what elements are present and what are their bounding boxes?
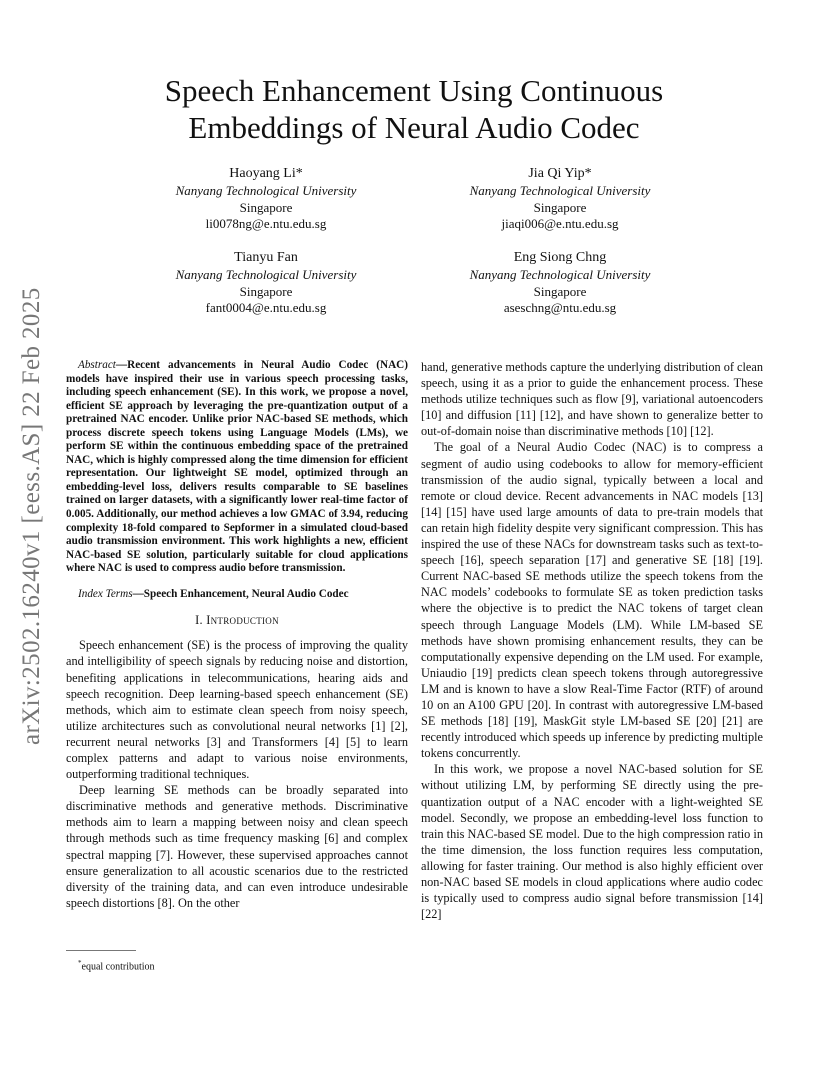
- index-terms-text: —Speech Enhancement, Neural Audio Codec: [132, 587, 349, 600]
- author-country: Singapore: [533, 199, 587, 215]
- author-affiliation: Nanyang Technological University: [469, 183, 651, 198]
- author-affiliation: Nanyang Technological University: [175, 183, 357, 198]
- left-column: [66, 359, 408, 911]
- author-country: Singapore: [533, 283, 587, 299]
- author-name: Tianyu Fan: [234, 250, 298, 265]
- body-paragraph: Deep learning SE methods can be broadly separated into discriminative methods and generative methods. Discriminative methods aim to learn a mapping between noisy and clean speech through methods such as time frequency masking [6] and complex spectral mapping [7]. However, these supervised approaches cannot ensure generalization to all acoustic scenarios due to the restricted diversity of the training data, and can even introduce undesirable speech distortions [8]. On the other: [66, 783, 408, 910]
- author-block: [410, 164, 710, 233]
- author-email: li0078ng@e.ntu.edu.sg: [205, 216, 327, 231]
- author-name: Haoyang Li*: [229, 166, 303, 181]
- author-block: [116, 164, 416, 233]
- body-paragraph: Speech enhancement (SE) is the process of improving the quality and intelligibility of speech signals by reducing noise and distortion, benefiting applications in telecommunications, hearing aids and speech recognition. Deep learning-based speech enhancement (SE) methods, which aim to estimate clean speech from noisy speech, utilize architectures such as convolutional neural networks [1] [2], recurrent neural networks [3] and Transformers [4] [5] to learn complex patterns and adapt to various noise environments, outperforming traditional techniques.: [66, 638, 408, 782]
- footnote-mark: *: [78, 959, 82, 967]
- author-email: fant0004@e.ntu.edu.sg: [205, 300, 327, 315]
- title-line-2: Embeddings of Neural Audio Codec: [188, 110, 640, 145]
- author-affiliation: Nanyang Technological University: [175, 267, 357, 282]
- section-title: Introduction: [206, 613, 279, 628]
- author-name: Jia Qi Yip*: [528, 166, 592, 181]
- body-paragraph: hand, generative methods capture the underlying distribution of clean speech, using it as a prior to guide the enhancement process. These methods utilize techniques such as flow [9], variational autoencoders [10] and diffusion [11] [12], and have shown to generalize better to out-of-domain noise than discriminative methods [10] [12].: [421, 360, 763, 439]
- author-country: Singapore: [239, 199, 293, 215]
- author-country: Singapore: [239, 283, 293, 299]
- abstract-text: —Recent advancements in Neural Audio Codec (NAC) models have inspired their use in various speech processing tasks, including speech enhancement (SE). In this work, we propose a novel, efficient SE approach by leveraging the pre-quantization output of a pretrained NAC encoder. Unlike prior NAC-based SE methods, which process discrete speech tokens using Language Models (LMs), we perform SE within the continuous embedding space of the pretrained NAC, which is highly compressed along the time dimension for efficient representation. Our lightweight SE model, optimized through an embedding-level loss, delivers results comparable to SE baselines trained on larger datasets, with a significantly lower real-time factor of 0.005. Additionally, our method achieves a low GMAC of 3.94, reducing complexity 18-fold compared to Sepformer in a simulated cloud-based audio transmission environment. This work highlights a new, efficient NAC-based SE solution, particularly suitable for cloud applications where NAC is used to compress audio before transmission.: [66, 359, 408, 575]
- author-block: [116, 248, 416, 317]
- author-email: aseschng@ntu.edu.sg: [503, 300, 617, 315]
- author-email: jiaqi006@e.ntu.edu.sg: [501, 216, 619, 231]
- body-paragraph: In this work, we propose a novel NAC-based solution for SE without utilizing LM, by performing SE directly using the pre-quantization output of a NAC encoder with a light-weighted SE model. Secondly, we propose an embedding-level loss function to train this NAC-based SE model. Due to the high compression ratio in the time dimension, the loss function requires less computation, allowing for faster training. Our method is also highly efficient over non-NAC based SE models in cloud applications where audio codec is typically used to compress audio signal before transmission [14] [22]: [421, 762, 763, 922]
- right-column: [421, 359, 763, 922]
- title-line-1: Speech Enhancement Using Continuous: [164, 73, 664, 108]
- footnote-text: equal contribution: [81, 961, 155, 973]
- abstract: [66, 359, 408, 576]
- author-name: Eng Siong Chng: [513, 250, 607, 265]
- footnote: [78, 959, 155, 972]
- body-paragraph: The goal of a Neural Audio Codec (NAC) is to compress a segment of audio using codebooks to allow for memory-efficient transmission of the audio signal, typically between a local and remote or cloud device. Recent advancements in NAC models [13] [14] [15] have used large amounts of data to pre-train models that can retain high fidelity despite very significant compression. This has inspired the use of these NACs for downstream tasks such as text-to-speech [16], speech separation [17] and generative SE [18] [19]. Current NAC-based SE methods utilize the speech tokens from the NAC models’ codebooks to formulate SE as token prediction tasks where the objective is to predict the NAC tokens of target clean speech through Language Models (LM). While LM-based SE methods have shown promising enhancement results, they can be computationally expensive depending on the LM used. For example, Uniaudio [19] predicts clean speech tokens through autoregressive LM and is known to have a slow Real-Time Factor (RTF) of around 10 on an A100 GPU [20]. In contrast with autoregressive LM-based SE methods [18] [19], MaskGit style LM-based SE [20] [21] are recently introduced which speeds up inference by predicting multiple tokens concurrently.: [421, 440, 763, 761]
- index-terms-label: Index Terms: [78, 587, 133, 600]
- section-number: I.: [195, 613, 203, 628]
- paper-title: [90, 72, 738, 146]
- section-heading: [66, 613, 408, 628]
- arxiv-identifier: arXiv:2502.16240v1 [eess.AS] 22 Feb 2025: [18, 287, 45, 745]
- author-affiliation: Nanyang Technological University: [469, 267, 651, 282]
- index-terms: [66, 588, 408, 602]
- abstract-label: Abstract: [78, 359, 116, 371]
- footnote-divider: [66, 950, 136, 951]
- author-block: [410, 248, 710, 317]
